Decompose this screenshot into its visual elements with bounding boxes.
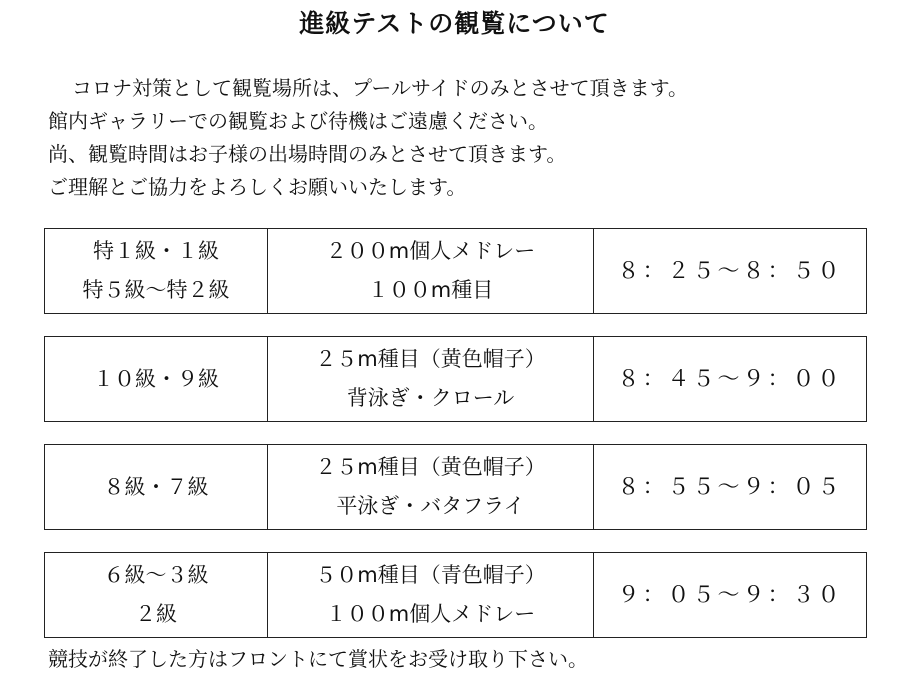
event-cell <box>268 445 594 529</box>
time-cell <box>594 337 866 421</box>
grade-cell <box>45 337 268 421</box>
event-label: ２５m種目（黄色帽子） <box>315 455 546 479</box>
schedule-row <box>44 444 867 530</box>
event-label: ２５m種目（黄色帽子） <box>315 347 546 371</box>
event-label: ５０m種目（青色帽子） <box>315 563 546 587</box>
intro-notice <box>48 72 888 204</box>
event-label: 平泳ぎ・バタフライ <box>336 494 525 518</box>
event-cell <box>268 553 594 637</box>
grade-label: １０級・９級 <box>93 366 219 391</box>
time-label: ９：０５～９：３０ <box>617 582 843 608</box>
event-label: ２００m個人メドレー <box>325 239 536 263</box>
grade-cell <box>45 229 268 313</box>
grade-cell <box>45 553 268 637</box>
intro-line: 尚、観覧時間はお子様の出場時間のみとさせて頂きます。 <box>48 142 567 166</box>
intro-line: ご理解とご協力をよろしくお願いいたします。 <box>48 175 467 199</box>
time-cell <box>594 553 866 637</box>
event-label: １００m種目 <box>367 278 494 302</box>
schedule-row <box>44 228 867 314</box>
grade-label: ２級 <box>135 602 177 626</box>
time-label: ８：５５～９：０５ <box>617 474 843 500</box>
page-title: 進級テストの観覧について <box>299 9 610 38</box>
grade-label: ８級・７級 <box>103 474 209 499</box>
footer-note: 競技が終了した方はフロントにて賞状をお受け取り下さい。 <box>48 647 588 671</box>
time-cell <box>594 445 866 529</box>
grade-label: 特１級・１級 <box>93 239 219 263</box>
time-label: ８：４５～９：００ <box>617 366 843 392</box>
schedule-row <box>44 552 867 638</box>
grade-label: ６級～３級 <box>103 563 209 587</box>
time-cell <box>594 229 866 313</box>
time-label: ８：２５～８：５０ <box>617 258 843 284</box>
grade-label: 特５級～特２級 <box>82 278 230 302</box>
intro-line: 館内ギャラリーでの観覧および待機はご遠慮ください。 <box>48 109 548 133</box>
grade-cell <box>45 445 268 529</box>
event-cell <box>268 229 594 313</box>
schedule-row <box>44 336 867 422</box>
event-label: 背泳ぎ・クロール <box>346 386 515 410</box>
event-cell <box>268 337 594 421</box>
event-label: １００m個人メドレー <box>325 602 536 626</box>
intro-line: コロナ対策として観覧場所は、プールサイドのみとさせて頂きます。 <box>72 76 688 100</box>
